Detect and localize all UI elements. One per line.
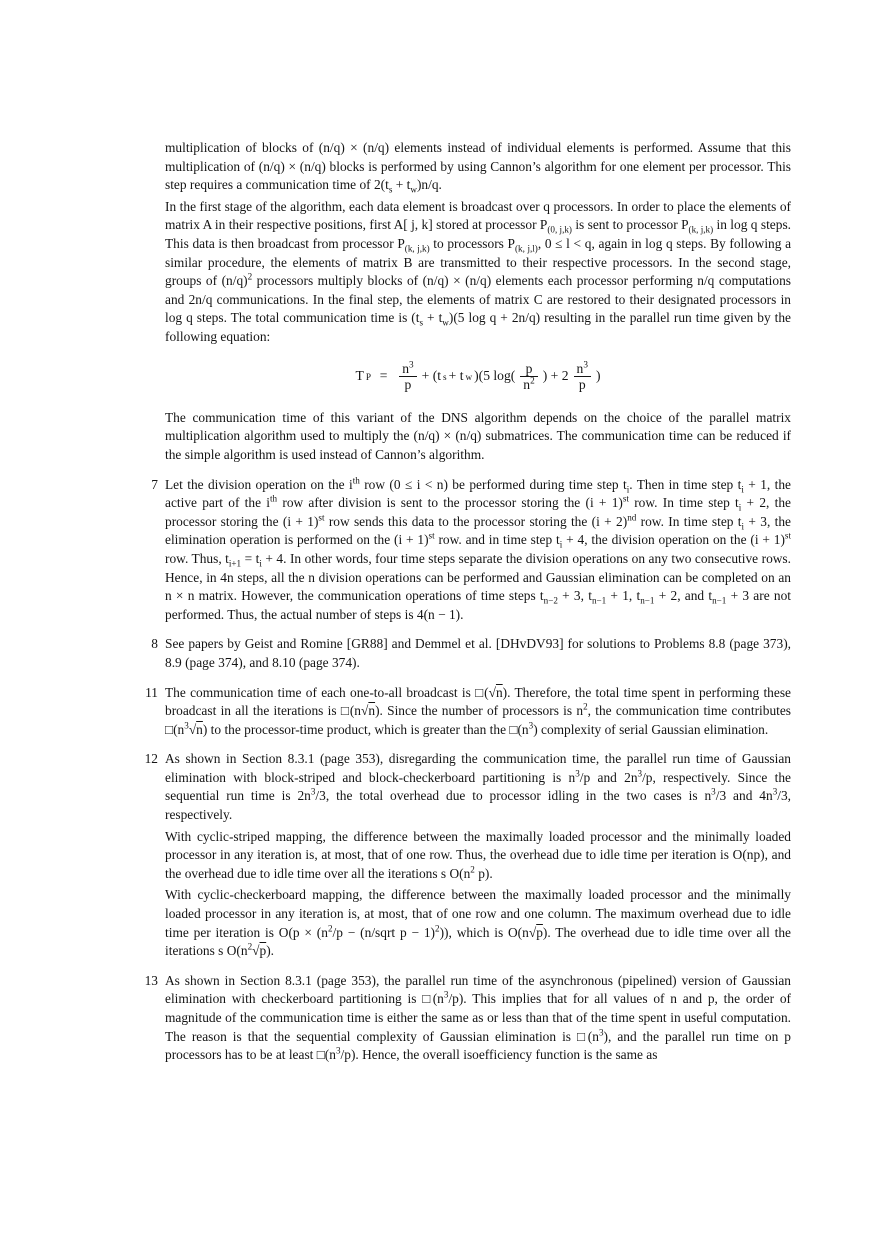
item-number: 7: [151, 476, 158, 492]
item-body: [165, 476, 791, 625]
paragraph: See papers by Geist and Romine [GR88] and Demmel et al. [DHvDV93] for solutions to Problems 8.8 (page 373), 8.9 (page 374), and 8.10 (page 374).: [165, 636, 791, 670]
item-body: [165, 684, 791, 740]
item-number: 8: [151, 636, 158, 652]
paragraph: With cyclic-striped mapping, the difference between the maximally loaded processor and the minimally loaded processor in any iteration is, at most, that of one row. Thus, the overhead due to idle time per iteration is O(np), and the overhead due to idle time over all the iterations s $O(n^2$ p).: [165, 828, 791, 881]
item-number: 13: [144, 972, 158, 988]
item-number: 12: [144, 751, 158, 767]
paragraph: As shown in Section 8.3.1 (page 353), disregarding the communication time, the parallel run time of Gaussian elimination with block-striped and block-checkerboard partitioning is $n^3/p$ and $2n^3/p$, respectively. Since the sequential run time is $2n^3/3$, the total overhead due to processor idling in the two cases is $n^3/3$ and $4n^3/3$, respectively.: [165, 751, 792, 823]
display-equation: T P = $\frac{n^3}{p}$ + (t s + t w )(5 log( $\frac{p}{n^2}$ ) + 2 $\frac{n^3}{p}$ ): [355, 359, 601, 393]
paragraph: As shown in Section 8.3.1 (page 353), the parallel run time of the asynchronous (pipelined) version of Gaussian elimination with checkerboard partitioning is $□(n^3/p)$. This implies that for all values of n and p, the order of magnitude of the communication time is either the same as or less than that of the time spent in useful computation. The reason is that the sequential complexity of Gaussian elimination is $□(n^3)$, and the parallel run time on p processors has to be at least $□(n^3/p)$. Hence, the overall isoefficiency function is the same as: [165, 972, 791, 1063]
list-item-11: [145, 684, 792, 740]
item-body: [165, 635, 791, 672]
paragraph-after-equation: The communication time of this variant of the DNS algorithm depends on the choice of the parallel matrix multiplication algorithm used to multiply the (n/q) × (n/q) submatrices. The communication time can be reduced if the simple algorithm is used instead of Cannon’s algorithm.: [165, 409, 791, 462]
paragraph: Let the division operation on the $i^{th}$ row (0 ≤ i < n) be performed during time step $t_i$. Then in time step $t_i + 1$, the active part of the $i^{th}$ row after division is sent to the processor storing the $(i + 1)^{st}$ row. In time step $t_i + 2$, the processor storing the $(i + 1)^{st}$ row sends this data to the processor storing the $(i + 2)^{nd}$ row. In time step $t_i + 3$, the elimination operation is performed on the $(i + 1)^{st}$ row. and in time step $t_i + 4$, the division operation on the $(i + 1)^{st}$ row. Thus, $t_{i+1} = t_i + 4$. In other words, four time steps separate the division operations on any two consecutive rows. Hence, in 4n steps, all the n division operations can be performed and Gaussian elimination can be completed on an n × n matrix. However, the communication operations of time steps $t_{n-2} + 3$, $t_{n-1} + 1$, $t_{n-1} + 2$, and $t_{n-1} + 3$ are not performed. Thus, the actual number of steps is 4(n − 1).: [165, 475, 791, 622]
list-item-7: [151, 475, 791, 625]
item-number: 11: [145, 684, 158, 700]
list-item-8: [151, 635, 791, 672]
paragraph-continuation: multiplication of blocks of (n/q) × (n/q) elements instead of individual elements is performed. Assume that this multiplication of (n/q) × (n/q) blocks is performed by using Cannon’s algorithm for one element per processor. This step requires a communication time of $2(t_s + t_w)n/q$.: [165, 140, 791, 195]
paragraph-first-stage: In the first stage of the algorithm, each data element is broadcast over q processors. In order to place the elements of matrix A in their respective positions, first A[ j, k] stored at processor $P_{(0, j,k)}$ is sent to processor $P_{(k, j,k)}$ in log q steps. This data is then broadcast from processor $P_{(k, j,k)}$ to processors $P_{(k, j,l)}$, 0 ≤ l < q, again in log q steps. By following a similar procedure, the elements of matrix B are transmitted to their respective processors. In the second stage, groups of $(n/q)^2$ processors multiply blocks of (n/q) × (n/q) elements each processor performing n/q computations and 2n/q communications. In the final step, the elements of matrix C are restored to their designated processors in log q steps. The total communication time is $(t_s + t_w)(5$ log q + 2n/q) resulting in the parallel run time given by the following equation:: [165, 198, 792, 344]
item-body: [165, 972, 791, 1065]
paragraph: The communication time of each one-to-all broadcast is □(√n). Therefore, the total time spent in performing these broadcast in all the iterations is □(n√n). Since the number of processors is $n^2$, the communication time contributes $□(n^3√n)$ to the processor-time product, which is greater than the $□(n^3)$ complexity of serial Gaussian elimination.: [165, 684, 792, 737]
list-item-12: [144, 750, 792, 961]
text-column: [144, 139, 792, 1068]
paragraph: With cyclic-checkerboard mapping, the difference between the maximally loaded processor and the minimally loaded processor in any iteration is, at most, that of one row and one column. The maximum overhead due to idle time per iteration is $O(p \times (n^2/p$ − (n/sqrt p − 1)$^2$)), which is O(n√p). The overhead due to idle time over all the iterations s $O(n^2√p)$.: [165, 887, 791, 959]
list-item-13: [144, 972, 791, 1065]
item-body: [165, 750, 791, 961]
